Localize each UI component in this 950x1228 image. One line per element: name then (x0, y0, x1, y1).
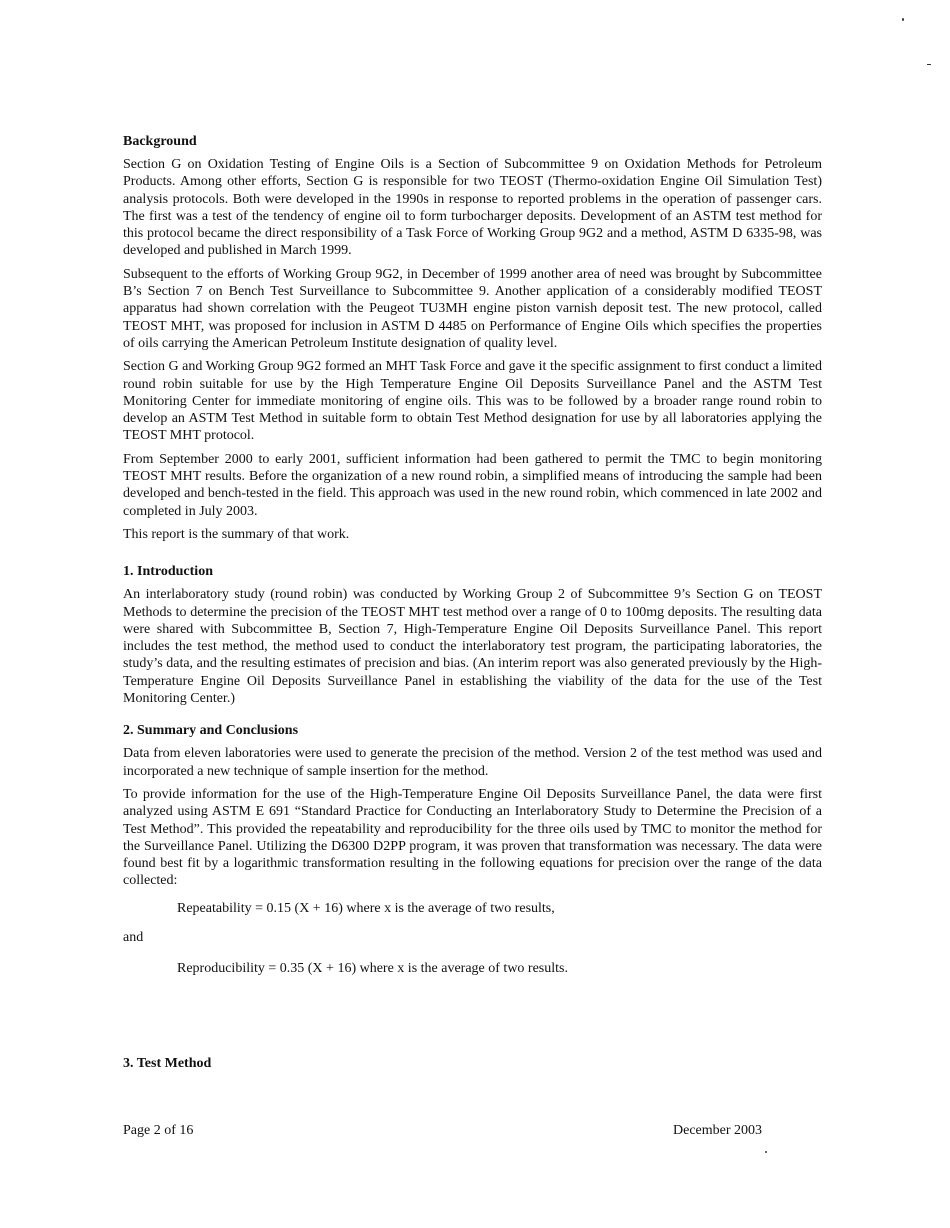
reproducibility-equation: Reproducibility = 0.35 (X + 16) where x is the average of two results. (177, 960, 568, 976)
introduction-paragraph: An interlaboratory study (round robin) was conducted by Working Group 2 of Subcommittee 9’s Section G on TEOST Methods to determine the precision of the TEOST MHT test method over a range of 0 to 100mg deposits. The resulting data were shared with Subcommittee B, Section 7, High-Temperature Engine Oil Deposits Surveillance Panel. This report includes the test method, the method used to conduct the interlaboratory test program, the participating laboratories, the study’s data, and the resulting estimates of precision and bias. (An interim report was also generated previously by the High-Temperature Engine Oil Deposits Surveillance Panel in establishing the viability of the data for the use of the Test Monitoring Center.) (123, 587, 822, 707)
summary-heading: 2. Summary and Conclusions (123, 723, 299, 739)
background-paragraph: Section G on Oxidation Testing of Engine Oils is a Section of Subcommittee 9 on Oxidation Methods for Petroleum Products. Among other efforts, Section G is responsible for two TEOST (Thermo-oxidation Engine Oil Simulation Test) analysis protocols. Both were developed in the 1990s in response to reported problems in the operation of passenger cars. The first was a test of the tendency of engine oil to form turbocharger deposits. Development of an ASTM test method for this protocol became the direct responsibility of a Task Force of Working Group 9G2 and a method, ASTM D 6335-98, was developed and published in March 1999. (123, 157, 822, 259)
introduction-section (123, 563, 822, 707)
background-heading: Background (123, 134, 197, 149)
footer-date: December 2003 (673, 1123, 763, 1138)
summary-paragraph: Data from eleven laboratories were used to generate the precision of the method. Version 2 of the test method was used and incorporated a new technique of sample insertion for the method. (123, 746, 822, 779)
background-paragraph: This report is the summary of that work. (123, 526, 350, 542)
page-number: Page 2 of 16 (123, 1123, 194, 1138)
introduction-heading: 1. Introduction (123, 564, 213, 580)
scan-speck (765, 1151, 767, 1153)
background-section (123, 133, 822, 543)
and-connector: and (123, 929, 144, 945)
test-method-heading: 3. Test Method (123, 1056, 212, 1071)
repeatability-equation: Repeatability = 0.15 (X + 16) where x is the average of two results, (177, 900, 555, 916)
background-paragraph: Section G and Working Group 9G2 formed an MHT Task Force and gave it the specific assignment to first conduct a limited round robin suitable for use by the High Temperature Engine Oil Deposits Surveillance Panel and the ASTM Test Monitoring Center for immediate monitoring of engine oils. This was to be followed by a broader range round robin to develop an ASTM Test Method in suitable form to obtain Test Method designation for use by all laboratories applying the TEOST MHT protocol. (123, 359, 822, 444)
summary-section (123, 722, 822, 976)
scan-speck (902, 18, 904, 21)
scan-speck (927, 64, 931, 65)
summary-paragraph: To provide information for the use of the High-Temperature Engine Oil Deposits Surveillance Panel, the data were first analyzed using ASTM E 691 “Standard Practice for Conducting an Interlaboratory Study to Determine the Precision of a Test Method”. This provided the repeatability and reproducibility for the three oils used by TMC to monitor the method for the Surveillance Panel. Utilizing the D6300 D2PP program, it was proven that transformation was necessary. The data were found best fit by a logarithmic transformation resulting in the following equations for precision over the range of the data collected: (123, 786, 822, 889)
background-paragraph: From September 2000 to early 2001, sufficient information had been gathered to permit the TMC to begin monitoring TEOST MHT results. Before the organization of a new round robin, a simplified means of introducing the sample had been developed and bench-tested in the field. This approach was used in the new round robin, which commenced in late 2002 and completed in July 2003. (123, 451, 822, 519)
background-paragraph: Subsequent to the efforts of Working Group 9G2, in December of 1999 another area of need was brought by Subcommittee B’s Section 7 on Bench Test Surveillance to Subcommittee 9. Another application of a considerably modified TEOST apparatus had shown correlation with the Peugeot TU3MH engine piston varnish deposit test. The new protocol, called TEOST MHT, was proposed for inclusion in ASTM D 4485 on Performance of Engine Oils which specifies the properties of oils carrying the American Petroleum Institute designation of quality level. (123, 266, 822, 351)
document-body (123, 133, 822, 977)
